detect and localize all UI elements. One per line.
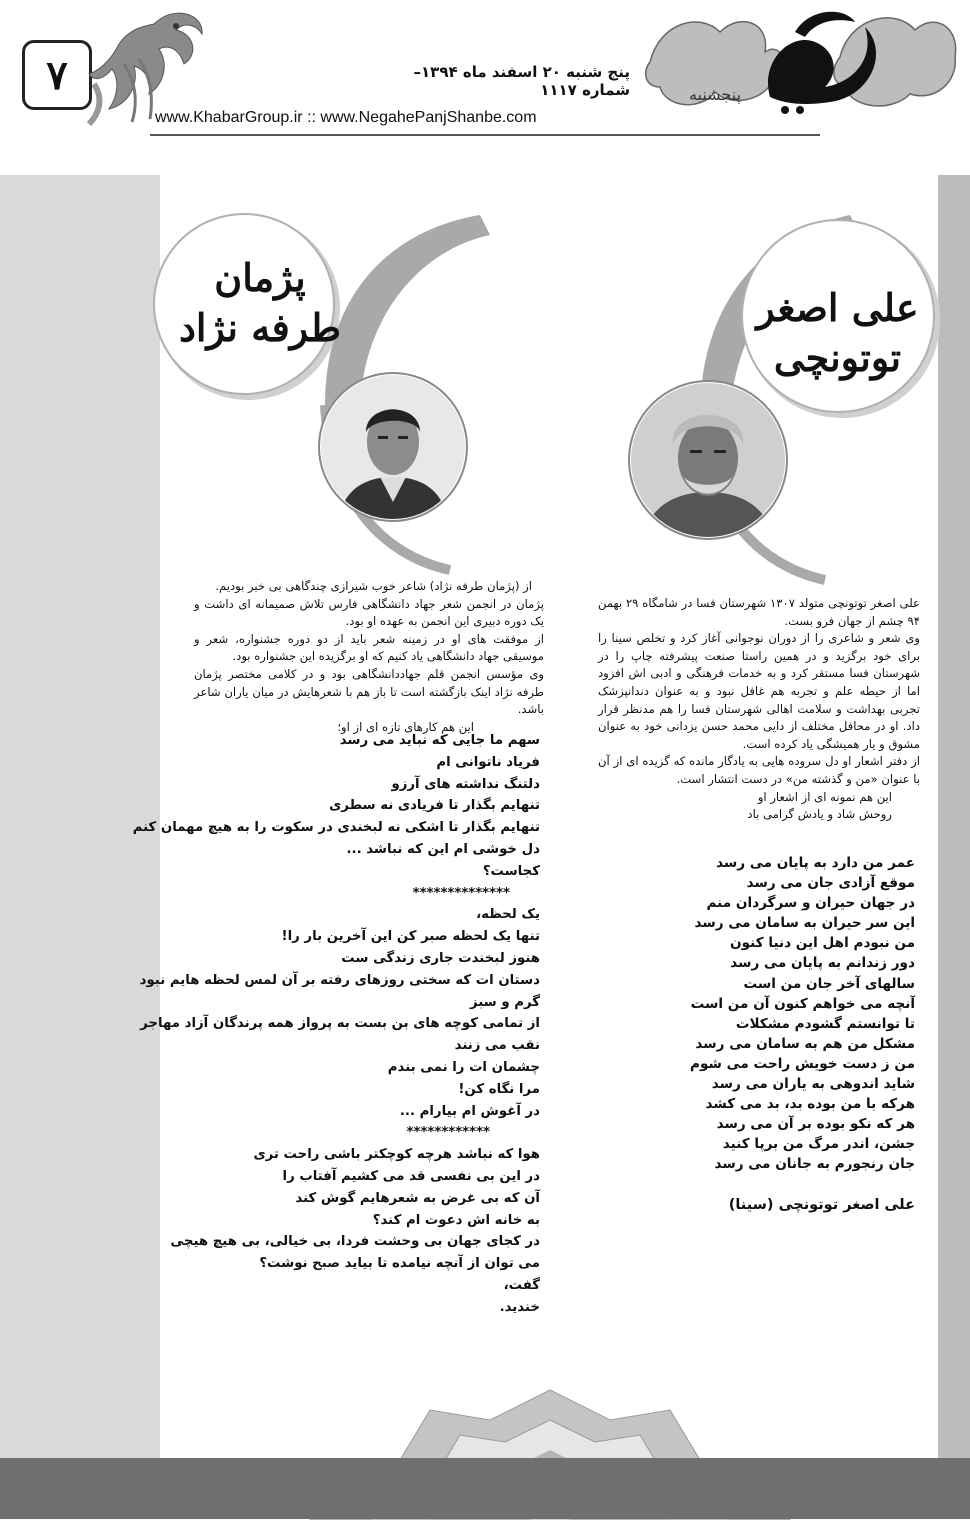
- poem-line: موقع آزادی جان می رسد: [746, 875, 915, 892]
- issue-dateline: پنج شنبه ۲۰ اسفند ماه ۱۳۹۴– شماره ۱۱۱۷: [413, 63, 630, 99]
- right-poet-bio: [598, 595, 920, 824]
- poem-line: سهم ما جایی که نباید می رسد: [339, 733, 540, 748]
- bio-paragraph: از موفقت های او در زمینه شعر باید از دو دوره جشنواره، شعر و موسیقی جهاد دانشگاهی یاد کنیم که او برگزیده این جشنواره بود.: [194, 631, 544, 664]
- bio-paragraph: وی مؤسس انجمن قلم جهاددانشگاهی بود و در کلامی مختصر پژمان طرفه نژاد اینک بازگشته است تا باز هم با شعرهایش در میان یاران شاعر باشد.: [194, 666, 544, 717]
- right-poem: [640, 853, 915, 1175]
- poem-line: کجاست؟: [482, 863, 540, 879]
- poem-line: فریاد ناتوانی ام: [436, 754, 540, 770]
- poem-line: این سر حیران به سامان می رسد: [694, 915, 915, 932]
- poem-line: نقب می زنند: [454, 1038, 540, 1054]
- poem-line: هوا که نباشد هرچه کوچکتر باشی راحت تری: [253, 1147, 540, 1163]
- poem-line: جشن، اندر مرگ من برپا کنید: [722, 1136, 915, 1153]
- poem-line: تنهایم بگذار تا فریادی نه سطری: [329, 798, 540, 814]
- poem-line: عمر من دارد به پایان می رسد: [716, 855, 915, 871]
- portrait-pejman-photo: [318, 372, 468, 522]
- bio-paragraph: از (پژمان طرفه نژاد) شاعر خوب شیرازی چندگاهی بی خبر بودیم.: [215, 579, 532, 593]
- poem-line: در جهان حیران و سرگردان منم: [706, 895, 915, 912]
- bio-paragraph: این هم کارهای تازه ای از او؛: [337, 719, 474, 734]
- poem-line: در کجای جهان بی وحشت فردا، بی خیالی، بی هیچ هیچی: [170, 1234, 540, 1250]
- stars-divider: **************: [412, 885, 510, 901]
- right-poet-name-line1: علی اصغر: [756, 285, 919, 330]
- poem-line: گفت،: [503, 1277, 540, 1293]
- bio-paragraph: پژمان در انجمن شعر جهاد دانشگاهی فارس تلاش صمیمانه ای داشت و یک دوره دبیری این انجمن به عهده او بود.: [194, 596, 544, 629]
- poem-line: چشمان ات را نمی بندم: [387, 1059, 540, 1075]
- poem-line: سالهای آخر جان من است: [743, 975, 915, 992]
- poem-line: آن که بی غرض به شعرهایم گوش کند: [295, 1190, 540, 1206]
- poem-line: گرم و سبز: [469, 994, 540, 1010]
- poem-line: در آغوش ام بیارام ...: [399, 1103, 540, 1119]
- poem-line: تا توانستم گشودم مشکلات: [735, 1015, 915, 1032]
- poem-line: خندید.: [499, 1299, 540, 1315]
- poem-line: از تمامی کوچه های بن بست به پرواز همه پرندگان آزاد مهاجر: [140, 1016, 540, 1032]
- poem-line: دستان ات که سختی روزهای رفته بر آن لمس لحظه هایم نبود: [139, 972, 540, 988]
- bio-paragraph: علی اصغر توتونچی متولد ۱۳۰۷ شهرستان فسا در شامگاه ۲۹ بهمن ۹۴ چشم از جهان فرو بست.: [598, 596, 920, 628]
- left-poet-name-line2: طرفه نژاد: [178, 305, 341, 350]
- poem-line: مرا نگاه کن!: [458, 1081, 540, 1097]
- poem-line: در این بی نفسی قد می کشیم آفتاب را: [282, 1168, 540, 1184]
- bio-paragraph: وی شعر و شاعری را از دوران نوجوانی آغاز کرد و تخلص سینا را برای خود برگزید و در همین راستا صنعت پیشرفته چاپ را در شهرستان فسا مستقر کرد و به خدمات فرهنگی و ادبی اش افزود اما از حیطه علم و تجربه هم غافل نبود و به عنوان دندانپزشک تجربی بهداشت و سلامت اهالی شهرستان فسا را هم مدنظر قرار داد. او در محافل مختلف از دایی محمد حسن یزدانی خود به عنوان مشوق و یار همیشگی یاد کرده است.: [598, 631, 920, 751]
- poem-line: یک لحظه،: [476, 907, 540, 923]
- page-number: ۷: [22, 40, 92, 110]
- right-poet-name-line2: توتونچی: [773, 335, 902, 380]
- poem-line: مشکل من هم به سامان می رسد: [695, 1035, 915, 1052]
- left-poem: [132, 730, 540, 1319]
- poem-line: هر که نکو بوده بر آن می رسد: [716, 1116, 915, 1133]
- poem-line: تنهایم بگذار تا اشکی نه لبخندی در سکوت را به هیچ مهمان کنم: [132, 820, 540, 836]
- poem-line: آنچه می خواهم کنون آن من است: [690, 995, 915, 1012]
- website-links[interactable]: www.KhabarGroup.ir :: www.NegahePanjShanbe.com: [155, 109, 537, 126]
- poem-line: هرکه با من بوده بد، بد می کشد: [705, 1096, 915, 1113]
- masthead: [0, 0, 970, 140]
- poem-line: جان رنجورم به جانان می رسد: [714, 1156, 915, 1173]
- left-margin-band: [0, 175, 160, 1519]
- portrait-ali-asghar-photo: [628, 380, 788, 540]
- newspaper-logo-icon: [640, 2, 960, 122]
- poem-line: دور زندانم به پایان می رسد: [730, 955, 915, 972]
- poem-line: تنها یک لحظه صبر کن این آخرین بار را!: [281, 929, 540, 945]
- logo-subtitle: پنجشنبه: [688, 85, 742, 104]
- bio-paragraph: این هم نمونه ای از اشعار او: [757, 789, 892, 804]
- left-poet-name-line1: پژمان: [214, 255, 306, 300]
- poem-line: دل خوشی ام این که نباشد ...: [346, 841, 540, 857]
- poem-line: شاید اندوهی به یاران می رسد: [711, 1076, 915, 1093]
- header-rule: [150, 134, 820, 136]
- poem-line: به خانه اش دعوت ام کند؟: [372, 1212, 540, 1228]
- poem-line: دلتنگ نداشته های آرزو: [391, 776, 540, 792]
- poem-line: هنوز لبخندت جاری زندگی ست: [341, 950, 540, 966]
- bio-paragraph: از دفتر اشعار او دل سروده هایی به یادگار مانده که گزیده ای از آن با عنوان «من و گذشته من» در دست انتشار است.: [598, 754, 920, 786]
- poem-line: می توان از آنچه نیامده تا بیاید صبح نوشت؟: [259, 1256, 540, 1272]
- footer-band: [0, 1458, 970, 1519]
- right-poem-signature: علی اصغر توتونچی (سینا): [728, 1197, 915, 1213]
- poem-line: من نبودم اهل این دنیا کنون: [730, 935, 915, 952]
- left-poet-bio: [194, 578, 544, 736]
- bio-paragraph: روحش شاد و یادش گرامی باد: [747, 807, 892, 822]
- stars-divider: ************: [406, 1125, 490, 1141]
- poem-line: من ز دست خویش راحت می شوم: [690, 1055, 915, 1072]
- right-margin-band: [938, 175, 970, 1519]
- decor-arcs: [150, 175, 940, 595]
